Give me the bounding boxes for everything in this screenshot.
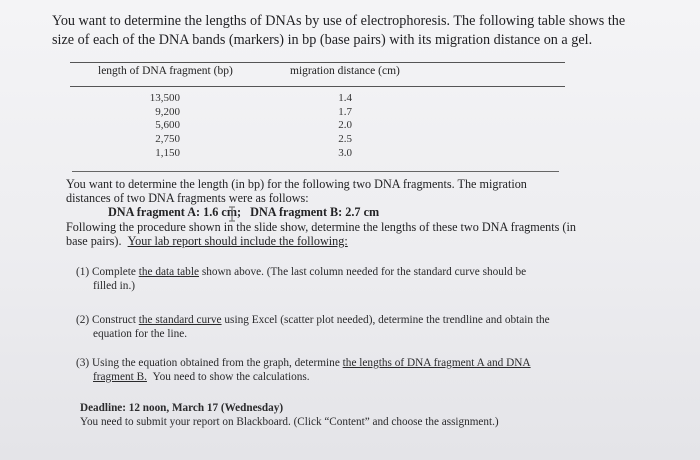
table-cell-migration: 1.4 <box>338 92 352 104</box>
length-column <box>128 92 180 161</box>
header-length: length of DNA fragment (bp) <box>98 65 233 77</box>
item-2-link: the standard curve <box>138 314 222 326</box>
table-bottom-rule <box>72 171 559 172</box>
item-3-link: the lengths of DNA fragment A and DNA <box>342 357 531 369</box>
item-1-text-c: shown above. (The last column needed for the standard curve should be <box>201 266 527 278</box>
item-1-text-d: filled in.) <box>93 279 136 292</box>
item-1-link: the data table <box>138 266 199 278</box>
text-cursor-icon <box>227 206 237 222</box>
task-line-4: Following the procedure shown in the slide show, determine the lengths of these two DNA fragments (in <box>66 219 576 234</box>
table-cell-migration: 1.7 <box>338 105 352 118</box>
table-cell-length: 13,500 <box>149 92 180 104</box>
item-1-text-a: (1) Complete <box>76 266 136 278</box>
fragment-distances <box>66 205 646 219</box>
table-cell-length: 1,150 <box>155 146 180 159</box>
item-2-text-a: (2) Construct <box>76 314 136 326</box>
list-item-3 <box>76 357 636 384</box>
item-3-link-cont: fragment B. <box>93 370 147 383</box>
task-line-5 <box>66 234 646 248</box>
intro-line-2: size of each of the DNA bands (markers) in bp (base pairs) with its migration distance on a gel. <box>52 32 593 48</box>
fragment-b: DNA fragment B: 2.7 cm <box>250 205 380 220</box>
fragment-a-label: DNA fragment A: <box>108 205 201 220</box>
task-line-2: distances of two DNA fragments were as follows: <box>66 191 309 206</box>
table-cell-length: 9,200 <box>155 105 180 118</box>
table-cell-length: 2,750 <box>155 133 180 146</box>
table-cell-length: 5,600 <box>155 119 180 132</box>
task-line-5-text: base pairs). <box>66 233 122 248</box>
list-item-1 <box>76 266 636 293</box>
table-cell-migration: 2.5 <box>338 133 352 146</box>
item-2-text-c: using Excel (scatter plot needed), determine the trendline and obtain the <box>224 314 550 326</box>
header-migration: migration distance (cm) <box>290 65 400 77</box>
header-bottom-rule <box>70 86 565 87</box>
table-cell-migration: 2.0 <box>338 119 352 132</box>
item-2-text-d: equation for the line. <box>93 327 188 340</box>
task-paragraph <box>66 177 646 248</box>
deadline-block <box>80 402 640 429</box>
report-requirements-heading: Your lab report should include the following: <box>127 233 348 248</box>
migration-column <box>330 92 352 161</box>
table-top-rule <box>70 62 565 63</box>
item-3-text-a: (3) Using the equation obtained from the graph, determine <box>76 357 340 369</box>
intro-line-1: You want to determine the lengths of DNAs by use of electrophoresis. The following table shows the <box>52 13 626 29</box>
task-line-1: You want to determine the length (in bp) for the following two DNA fragments. The migration <box>66 177 527 191</box>
deadline-label: Deadline: 12 noon, March 17 (Wednesday) <box>80 402 284 414</box>
table-cell-migration: 3.0 <box>338 146 352 159</box>
submission-note: You need to submit your report on Blackboard. (Click “Content” and choose the assignment.) <box>80 415 499 428</box>
item-3-text-d: You need to show the calculations. <box>152 370 310 383</box>
fragment-a-value: 1.6 cm; <box>203 205 242 220</box>
list-item-2 <box>76 314 636 341</box>
intro-paragraph <box>52 12 662 50</box>
